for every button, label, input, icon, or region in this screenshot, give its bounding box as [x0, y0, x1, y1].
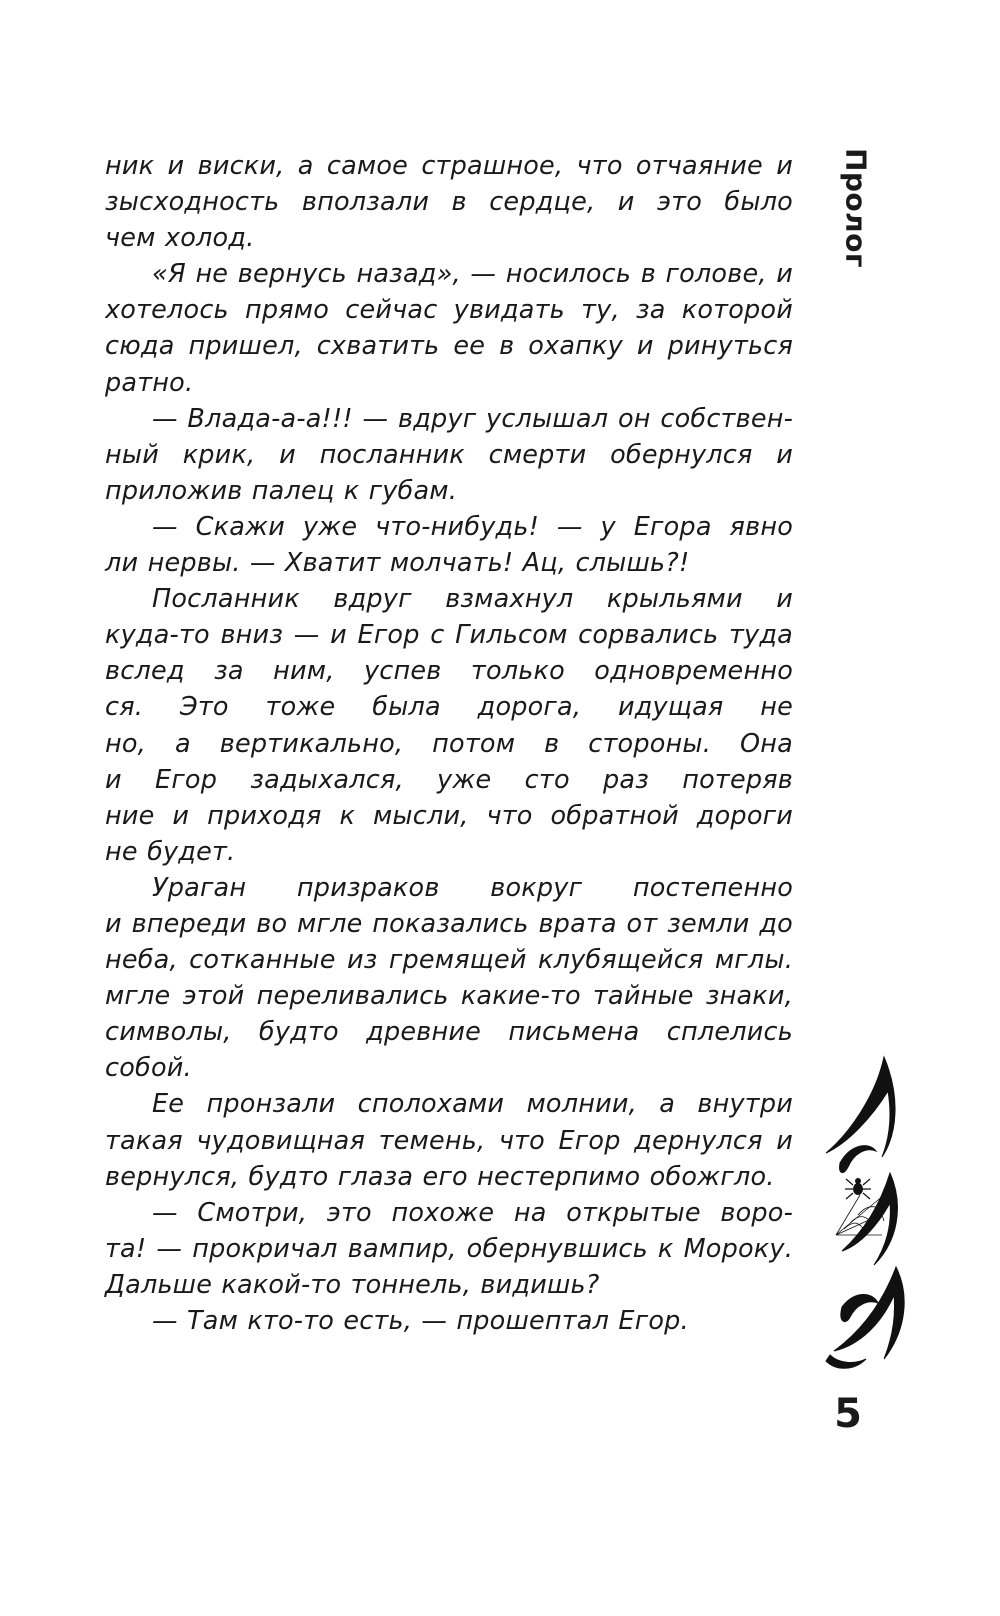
body-text	[105, 148, 793, 1339]
text-line: — Смотри, это похоже на открытые воро-	[152, 1197, 793, 1228]
text-line: чем холод.	[105, 223, 255, 254]
text-line: Ее пронзали сполохами молнии, а внутри	[152, 1089, 793, 1120]
text-line: — Там кто-то есть, — прошептал Егор.	[152, 1306, 689, 1336]
text-line: ратно.	[105, 367, 194, 398]
text-line: собой.	[105, 1053, 192, 1084]
text-line: ние и приходя к мысли, что обратной дороги	[105, 800, 793, 831]
text-line: ся. Это тоже была дорога, идущая не	[105, 692, 793, 723]
text-line: хотелось прямо сейчас увидать ту, за которой	[105, 295, 793, 326]
text-line: вернулся, будто глаза его нестерпимо обожгло.	[105, 1161, 775, 1192]
text-line: — Влада-а-а!!! — вдруг услышал он собствен-	[152, 403, 793, 434]
text-line: та! — прокричал вампир, обернувшись к Мороку.	[105, 1233, 793, 1264]
text-line: ник и виски, а самое страшное, что отчаяние и	[105, 151, 793, 181]
text-line: приложив палец к губам.	[105, 475, 458, 506]
text-line: и впереди во мгле показались врата от земли до	[105, 908, 793, 939]
text-line: сюда пришел, схватить ее в охапку и ринуться	[105, 331, 793, 362]
text-line: не будет.	[105, 836, 236, 867]
spiderweb-ornament-icon	[820, 1055, 910, 1375]
text-line: Дальше какой-то тоннель, видишь?	[105, 1269, 600, 1300]
text-line: символы, будто древние письмена сплелись	[105, 1017, 793, 1048]
text-line: но, а вертикально, потом в стороны. Она	[105, 728, 793, 759]
text-line: ли нервы. — Хватит молчать! Ац, слышь?!	[105, 548, 690, 579]
text-line: такая чудовищная темень, что Егор дернулся и	[105, 1125, 793, 1156]
text-line: Посланник вдруг взмахнул крыльями и	[152, 584, 793, 615]
running-head-label: Пролог	[839, 147, 873, 268]
text-line: — Скажи уже что-нибудь! — у Егора явно	[152, 511, 793, 542]
page-number: 5	[834, 1391, 862, 1437]
text-line: «Я не вернусь назад», — носилось в голове, и	[152, 259, 793, 290]
text-line: неба, сотканные из гремящей клубящейся мглы.	[105, 945, 793, 976]
text-line: ный крик, и посланник смерти обернулся и	[105, 439, 793, 470]
running-head	[833, 147, 879, 268]
text-line: и Егор задыхался, уже сто раз потеряв	[105, 764, 793, 795]
text-line: мгле этой переливались какие-то тайные знаки,	[105, 981, 793, 1012]
text-line: Ураган призраков вокруг постепенно	[152, 872, 793, 903]
text-line: зысходность вползали в сердце, и это было	[105, 187, 793, 218]
text-line: куда-то вниз — и Егор с Гильсом сорвались туда	[105, 620, 793, 651]
text-line: вслед за ним, успев только одновременно	[105, 656, 793, 687]
